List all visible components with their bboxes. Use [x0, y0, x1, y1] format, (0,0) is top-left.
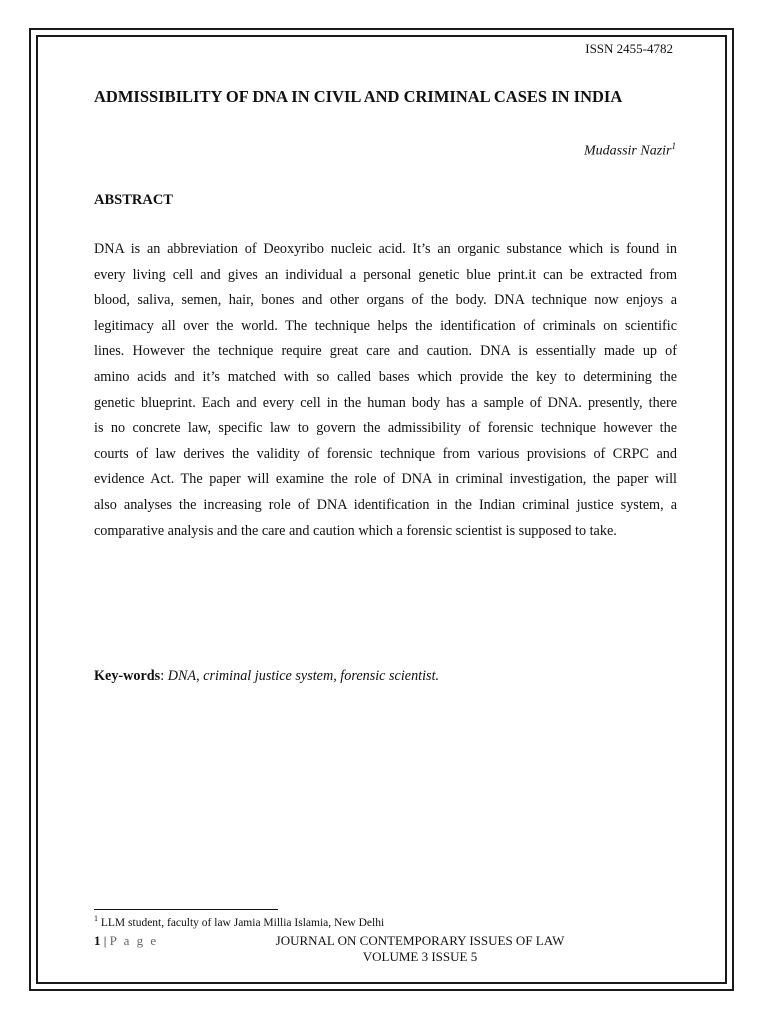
journal-name: JOURNAL ON CONTEMPORARY ISSUES OF LAW: [275, 933, 565, 948]
abstract-line: legitimacy all over the world. The technique helps the identification of criminals on scientific: [94, 317, 677, 334]
abstract-line: DNA is an abbreviation of Deoxyribo nucleic acid. It’s an organic substance which is found in: [94, 241, 677, 257]
keywords-label: Key-words: [94, 668, 161, 684]
footnote-mark: 1: [94, 914, 98, 923]
abstract-line: evidence Act. The paper will examine the role of DNA in criminal investigation, the paper will: [94, 471, 677, 488]
footnote-text: LLM student, faculty of law Jamia Millia Islamia, New Delhi: [98, 916, 385, 929]
page-number-separator: |: [100, 933, 110, 948]
abstract-heading: ABSTRACT: [94, 192, 173, 208]
abstract-line: blood, saliva, semen, hair, bones and other organs of the body. DNA technique now enjoys a: [94, 292, 677, 309]
author-footnote-mark: 1: [671, 141, 676, 151]
keywords-separator: :: [160, 668, 168, 684]
footnote: [94, 914, 384, 929]
abstract-line: comparative analysis and the care and caution which a forensic scientist is supposed to take.: [94, 522, 617, 539]
abstract-line: also analyses the increasing role of DNA identification in the Indian criminal justice system, a: [94, 496, 677, 513]
page-number-value: 1: [94, 933, 101, 948]
abstract-line: courts of law derives the validity of forensic technique from various provisions of CRPC and: [94, 445, 677, 462]
keywords-values: DNA, criminal justice system, forensic scientist.: [167, 668, 440, 684]
abstract-body: [94, 237, 677, 544]
abstract-line: is no concrete law, specific law to govern the admissibility of forensic technique however the: [94, 420, 677, 437]
abstract-line: every living cell and gives an individual a personal genetic blue print.it can be extracted from: [94, 266, 677, 283]
abstract-line: genetic blueprint. Each and every cell in the human body has a sample of DNA. presently, there: [94, 394, 677, 411]
journal-footer: [200, 933, 640, 965]
page-label: P a g e: [109, 933, 159, 948]
author-name: [584, 141, 676, 160]
abstract-line: amino acids and it’s matched with so called bases which provide the key to determining the: [94, 368, 677, 385]
keywords: [94, 668, 439, 685]
issn-label: ISSN 2455-4782: [585, 41, 673, 56]
journal-volume: VOLUME 3 ISSUE 5: [362, 949, 478, 964]
abstract-line: lines. However the technique require great care and caution. DNA is essentially made up of: [94, 343, 677, 360]
page-number: [94, 933, 158, 949]
paper-title: ADMISSIBILITY OF DNA IN CIVIL AND CRIMINAL CASES IN INDIA: [94, 87, 623, 106]
footnote-divider: [94, 909, 278, 910]
author-name-text: Mudassir Nazir: [583, 143, 672, 159]
